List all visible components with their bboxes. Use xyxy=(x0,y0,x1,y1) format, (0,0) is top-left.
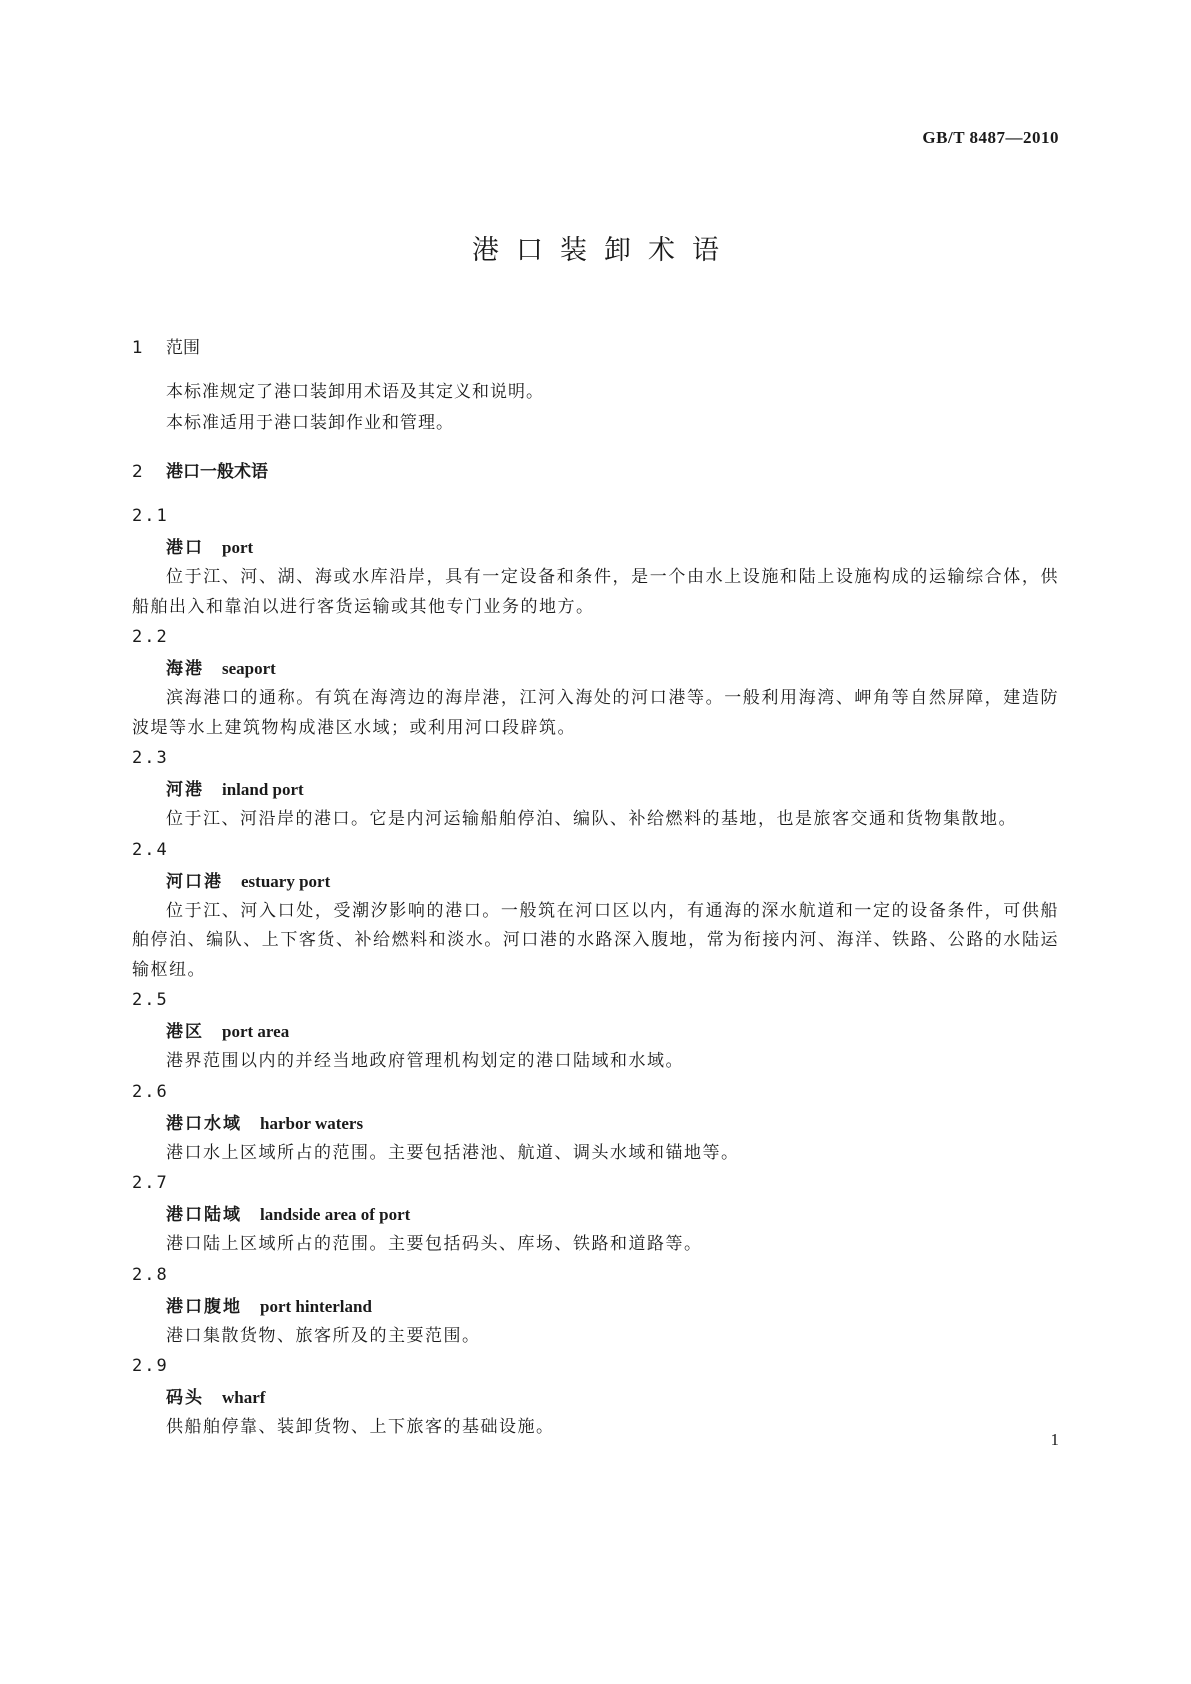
section-number: 2 xyxy=(132,462,143,482)
term-entry xyxy=(132,985,1059,1077)
term-line xyxy=(132,653,1059,684)
term-chinese: 河口港 xyxy=(166,871,223,892)
entry-number: 2.3 xyxy=(132,748,169,768)
term-chinese: 港区 xyxy=(166,1022,204,1042)
entry-number: 2.4 xyxy=(132,839,169,860)
term-definition: 港界范围以内的并经当地政府管理机构划定的港口陆域和水域。 xyxy=(166,1051,684,1071)
term-definition: 位于江、河入口处，受潮汐影响的港口。一般筑在河口区以内，有通海的深水航道和一定的设备条件，可供船舶停泊、编队、上下客货、补给燃料和淡水。河口港的水路深入腹地，常为衔接内河、海洋、铁路、公路的水陆运输枢纽。 xyxy=(132,900,1059,980)
term-line xyxy=(132,1199,1059,1230)
term-line xyxy=(132,774,1059,805)
term-line xyxy=(132,532,1059,563)
term-entry xyxy=(132,622,1059,743)
term-line xyxy=(132,866,1059,897)
entry-number: 2.8 xyxy=(132,1264,169,1285)
term-entry xyxy=(132,743,1059,835)
entry-number: 2.6 xyxy=(132,1081,169,1102)
term-definition: 港口陆上区域所占的范围。主要包括码头、库场、铁路和道路等。 xyxy=(166,1234,703,1254)
section-number: 1 xyxy=(132,338,143,358)
section-heading xyxy=(132,333,1059,363)
section-title: 范围 xyxy=(166,338,200,358)
term-english: inland port xyxy=(222,780,304,799)
page-number: 1 xyxy=(1050,1430,1059,1449)
term-line xyxy=(132,1291,1059,1322)
term-line xyxy=(132,1108,1059,1139)
term-line xyxy=(132,1382,1059,1413)
section-heading xyxy=(132,457,1059,487)
term-english: estuary port xyxy=(241,871,331,891)
term-chinese: 码头 xyxy=(166,1388,204,1408)
term-english: port hinterland xyxy=(260,1296,372,1316)
entry-number: 2.7 xyxy=(132,1173,169,1193)
term-chinese: 海港 xyxy=(166,659,204,679)
term-definition: 位于江、河、湖、海或水库沿岸，具有一定设备和条件，是一个由水上设施和陆上设施构成的运输综合体，供船舶出入和靠泊以进行客货运输或其他专门业务的地方。 xyxy=(132,567,1059,617)
entry-number: 2.5 xyxy=(132,990,169,1010)
term-english: port area xyxy=(222,1022,290,1041)
term-entry xyxy=(132,835,1059,986)
document-body xyxy=(132,333,1059,1443)
term-line xyxy=(132,1016,1059,1047)
scope-paragraph: 本标准适用于港口装卸作业和管理。 xyxy=(166,413,454,433)
term-definition: 滨海港口的通称。有筑在海湾边的海岸港，江河入海处的河口港等。一般利用海湾、岬角等自然屏障，建造防波堤等水上建筑物构成港区水域；或利用河口段辟筑。 xyxy=(132,688,1059,738)
term-entry xyxy=(132,1077,1059,1169)
scope-paragraph: 本标准规定了港口装卸用术语及其定义和说明。 xyxy=(166,382,544,402)
term-definition: 港口水上区域所占的范围。主要包括港池、航道、调头水域和锚地等。 xyxy=(166,1142,740,1163)
term-definition: 港口集散货物、旅客所及的主要范围。 xyxy=(166,1325,481,1346)
document-title: 港口装卸术语 xyxy=(472,235,736,266)
term-chinese: 港口陆域 xyxy=(166,1205,242,1225)
term-english: harbor waters xyxy=(260,1113,364,1133)
term-english: wharf xyxy=(222,1388,266,1407)
entry-number: 2.9 xyxy=(132,1356,169,1376)
term-english: landside area of port xyxy=(260,1205,411,1224)
term-entry xyxy=(132,501,1059,622)
term-definition: 位于江、河沿岸的港口。它是内河运输船舶停泊、编队、补给燃料的基地，也是旅客交通和货物集散地。 xyxy=(166,809,1017,829)
term-entry xyxy=(132,1260,1059,1352)
entry-number: 2.2 xyxy=(132,627,169,647)
term-entry xyxy=(132,1351,1059,1443)
term-chinese: 港口 xyxy=(166,538,204,558)
term-chinese: 港口水域 xyxy=(166,1113,242,1134)
term-chinese: 河港 xyxy=(166,780,204,800)
term-entry xyxy=(132,1168,1059,1260)
entry-number: 2.1 xyxy=(132,506,169,526)
standard-code: GB/T 8487—2010 xyxy=(922,128,1059,147)
term-definition: 供船舶停靠、装卸货物、上下旅客的基础设施。 xyxy=(166,1417,555,1437)
section-title: 港口一般术语 xyxy=(166,462,268,482)
term-chinese: 港口腹地 xyxy=(166,1296,242,1317)
term-english: seaport xyxy=(222,659,276,678)
term-english: port xyxy=(222,538,254,557)
